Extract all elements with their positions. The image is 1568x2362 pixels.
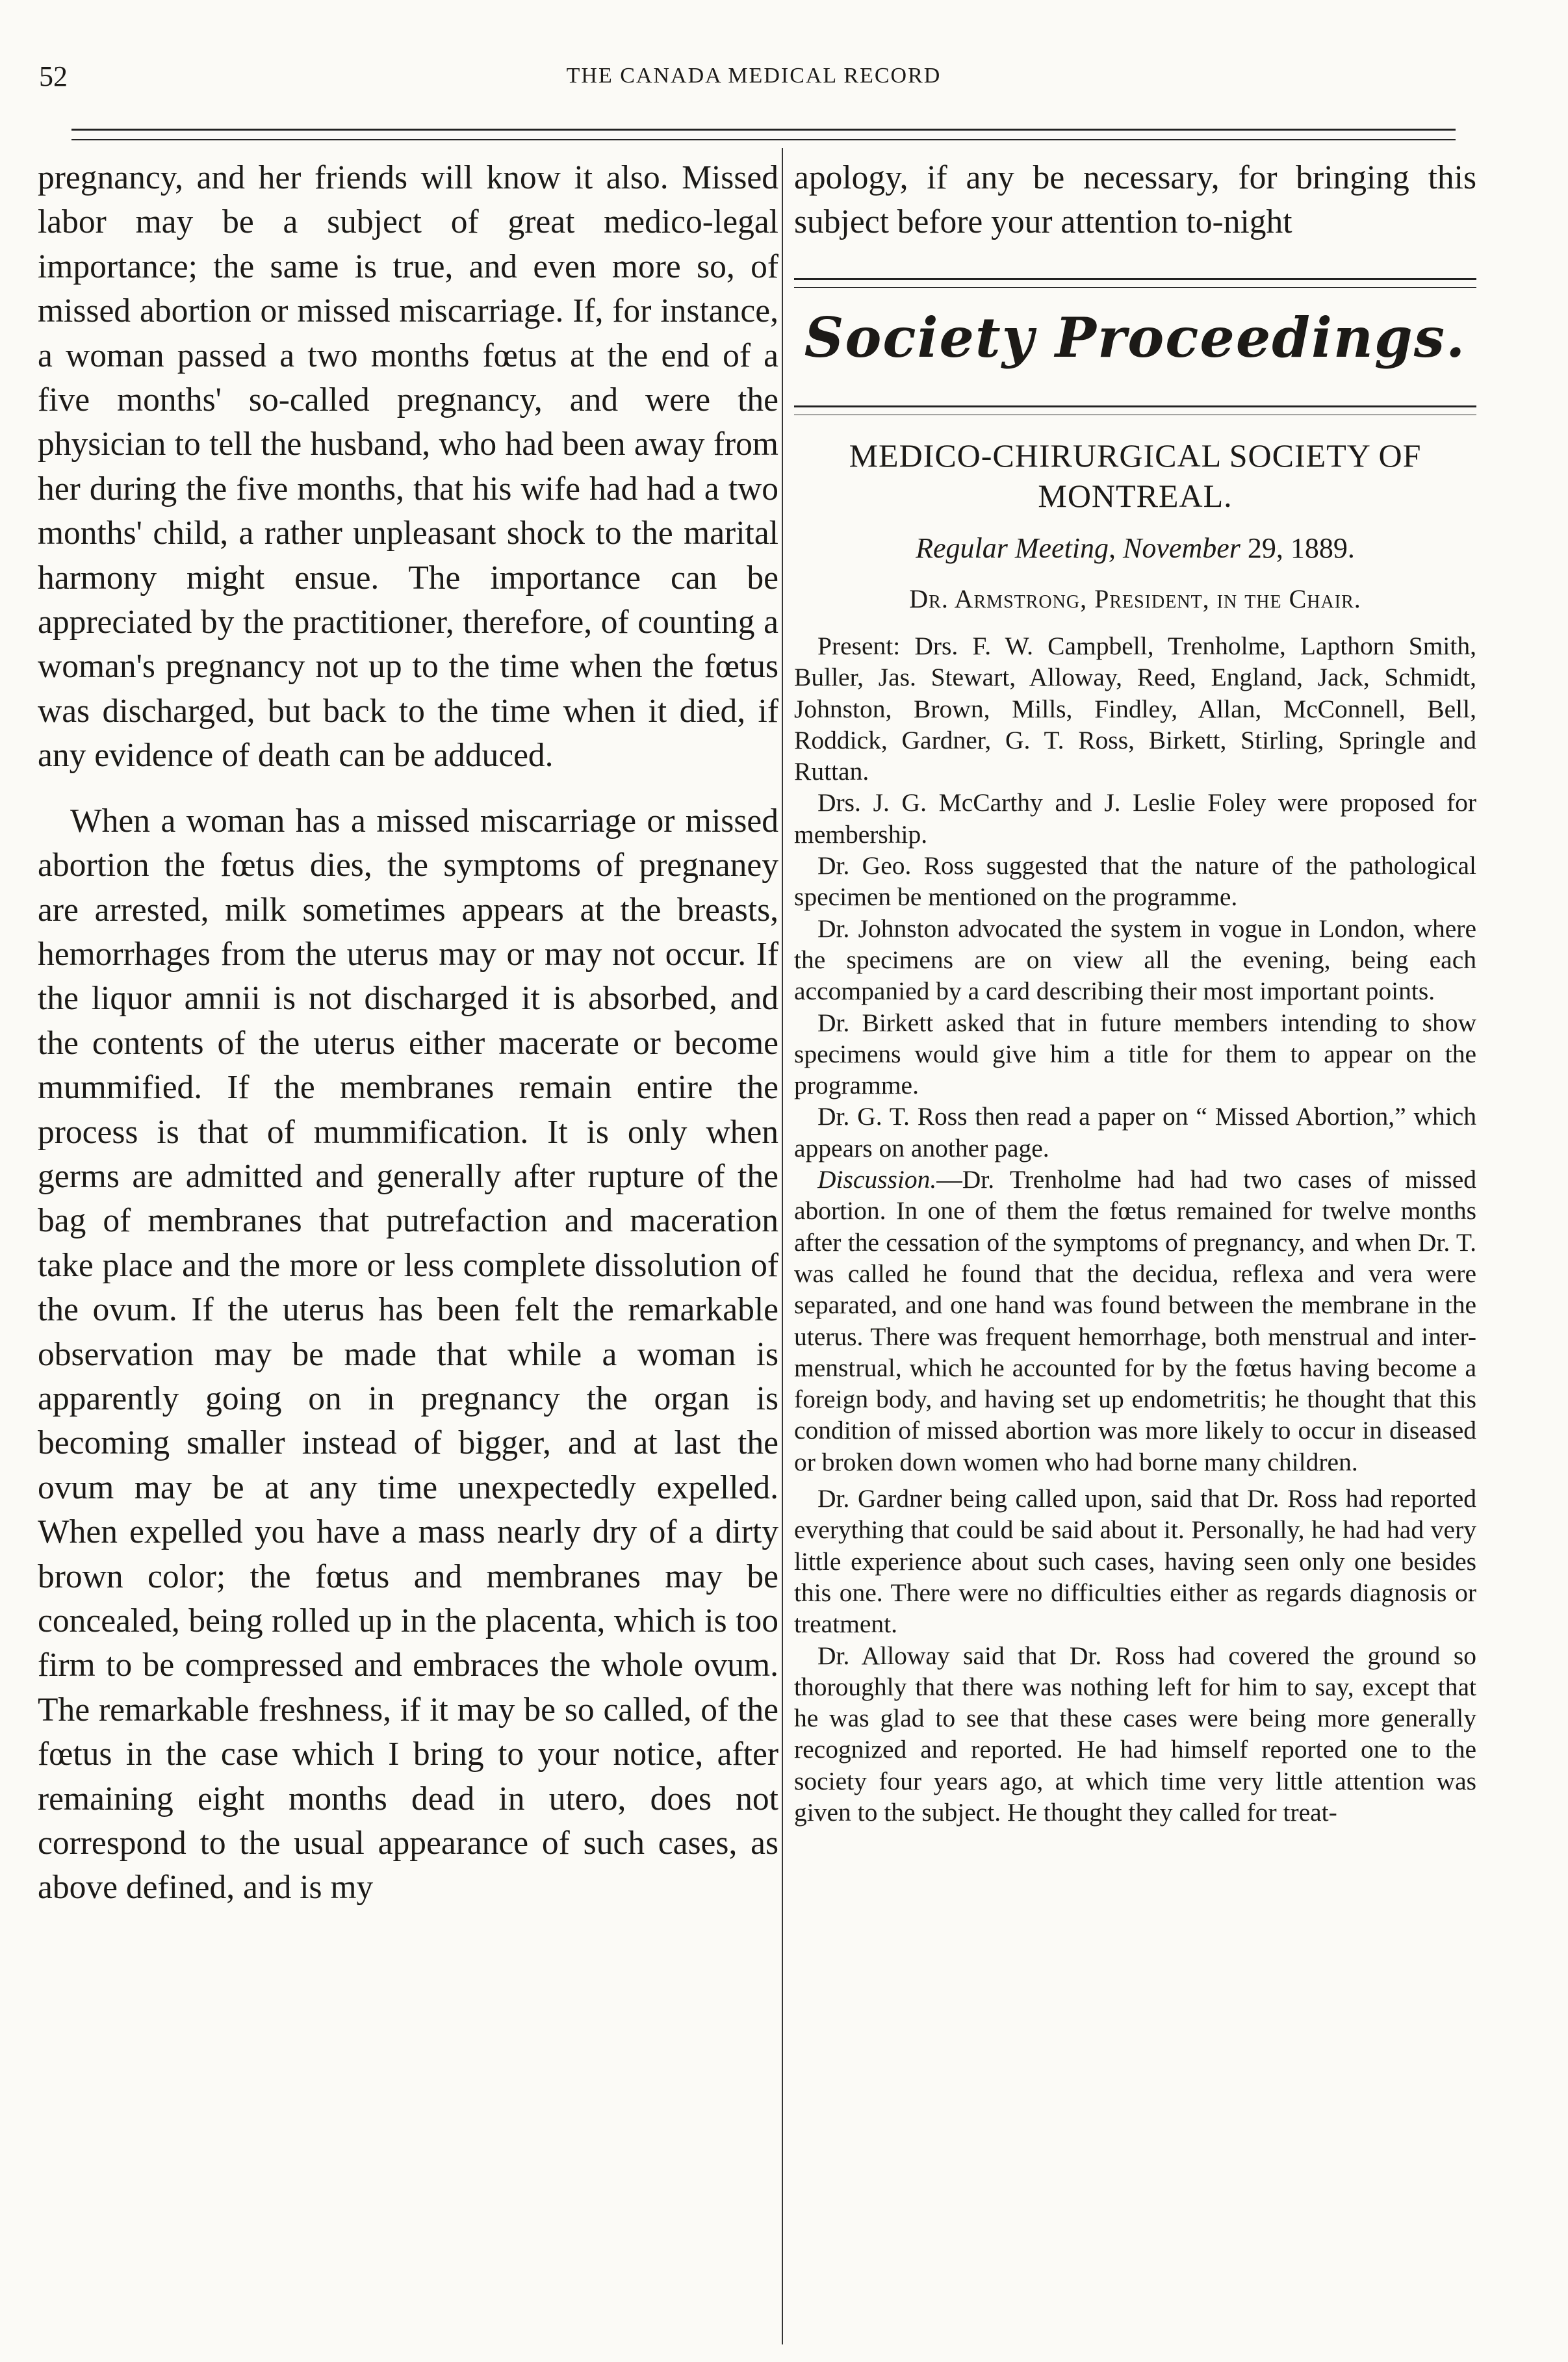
meeting-label: Regular Meeting, November	[916, 532, 1240, 564]
header-rule	[71, 129, 1456, 131]
membership-note: Drs. J. G. McCarthy and J. Leslie Foley were proposed for membership.	[794, 788, 1476, 849]
left-column	[38, 156, 778, 1910]
header-rule-thin	[71, 139, 1456, 140]
column-divider	[782, 148, 783, 2344]
gardner-remarks: Dr. Gardner being called upon, said that Dr. Ross had reported everything that could be said about it. Personally, he had had very little experience about such cases, having seen only one besides this one. There were no difficulties either as regards diagnosis or treatment.	[794, 1484, 1476, 1639]
chair-line: Dr. Armstrong, President, in the Chair.	[909, 584, 1361, 613]
meeting-line	[794, 532, 1476, 565]
johnston-note: Dr. Johnston advocated the system in vogue in London, where the specimens are on view all the evening, being each accompanied by a card describing their most important points.	[794, 914, 1476, 1006]
birkett-note: Dr. Birkett asked that in future members intending to show specimens would give him a title for them to appear on the programme.	[794, 1008, 1476, 1100]
section-title: Society Proceedings.	[804, 305, 1467, 370]
section-rule-top	[794, 278, 1476, 280]
left-paragraph-1: pregnancy, and her friends will know it also. Missed labor may be a subject of great medico-legal importance; the same is true, and even more so, of missed abortion or missed miscarriage. If, for instance, a woman passed a two months fœtus at the end of a five months' so-called pregnancy, and were the physician to tell the husband, who had been away from her during the five months, that his wife had had a two months' child, a rather unpleasant shock to the marital harmony might ensue. The importance can be appreciated by the practitioner, therefore, of counting a woman's pregnancy not up to the time when the fœtus was discharged, but back to the time when it died, if any evidence of death can be adduced.	[38, 159, 778, 775]
running-title: THE CANADA MEDICAL RECORD	[566, 64, 942, 88]
left-paragraph-2: When a woman has a missed miscarriage or missed abortion the fœtus dies, the symptoms of pregnaney are arrested, milk sometimes appears at the breasts, hemorrhages from the uterus may or may not occur. If the liquor amnii is not discharged it is absorbed, and the contents of the uterus either macerate or become mummified. If the membranes remain entire the process is that of mummification. It is only when germs are admitted and generally after rupture of the bag of membranes that putrefaction and maceration take place and the more or less complete dissolution of the ovum. If the uterus has been felt the remarkable observation may be made that while a woman is apparently going on in pregnancy the organ is becoming smaller instead of bigger, and at last the ovum may be at any time unexpectedly expelled. When expelled you have a mass nearly dry of a dirty brown color; the fœtus and membranes may be concealed, being rolled up in the placenta, which is too firm to be compressed and embraces the whole ovum. The remarkable freshness, if it may be so called, of the fœtus in the case which I bring to your notice, after remaining eight months dead in utero, does not correspond to the usual appearance of such cases, as above defined, and is my	[38, 802, 778, 1906]
page-header	[39, 60, 1469, 99]
section-rule-bottom	[794, 405, 1476, 407]
paper-note: Dr. G. T. Ross then read a paper on “ Missed Abortion,” which appears on another page.	[794, 1102, 1476, 1162]
discussion-label: Discussion.	[817, 1165, 937, 1194]
discussion-paragraph	[794, 1164, 1476, 1478]
right-column-continuation	[794, 156, 1476, 244]
continuation-text: apology, if any be necessary, for bringing this subject before your attention to-night	[794, 159, 1476, 240]
alloway-remarks: Dr. Alloway said that Dr. Ross had covered the ground so thoroughly that there was nothing left for him to say, except that he was glad to see that these cases were being more generally recognized and reported. He had himself reported one to the society four years ago, at which time very little attention was given to the subject. He thought they called for treat-	[794, 1641, 1476, 1827]
trenholme-remarks: —Dr. Trenholme had had two cases of missed abortion. In one of them the fœtus remained for twelve months after the cessation of the symptoms of pregnancy, and when Dr. T. was called he found that the decidua, reflexa and vera were separated, and one hand was found between the membrane in the uterus. There was frequent hemorrhage, both menstrual and inter-menstrual, which he accounted for by the fœtus having become a foreign body, and having set up endometritis; he thought that this condition of missed abortion was more likely to occur in diseased or broken down women who had borne many children.	[794, 1165, 1476, 1476]
section-rule-top-thin	[794, 287, 1476, 288]
minutes	[794, 630, 1476, 1828]
ross-suggestion: Dr. Geo. Ross suggested that the nature of the pathological specimen be mentioned on the programme.	[794, 851, 1476, 912]
present-list: Present: Drs. F. W. Campbell, Trenholme, Lapthorn Smith, Buller, Jas. Stewart, Alloway, Reed, England, Jack, Schmidt, Johnston, Brown, Mills, Findley, Allan, McConnell, Bell, Roddick, Gardner, G. T. Ross, Birkett, Stirling, Springle and Ruttan.	[794, 632, 1476, 786]
meeting-date: 29, 1889.	[1247, 532, 1355, 564]
society-name: MEDICO-CHIRURGICAL SOCIETY OF MONTREAL.	[849, 437, 1422, 514]
page-number: 52	[39, 60, 68, 92]
